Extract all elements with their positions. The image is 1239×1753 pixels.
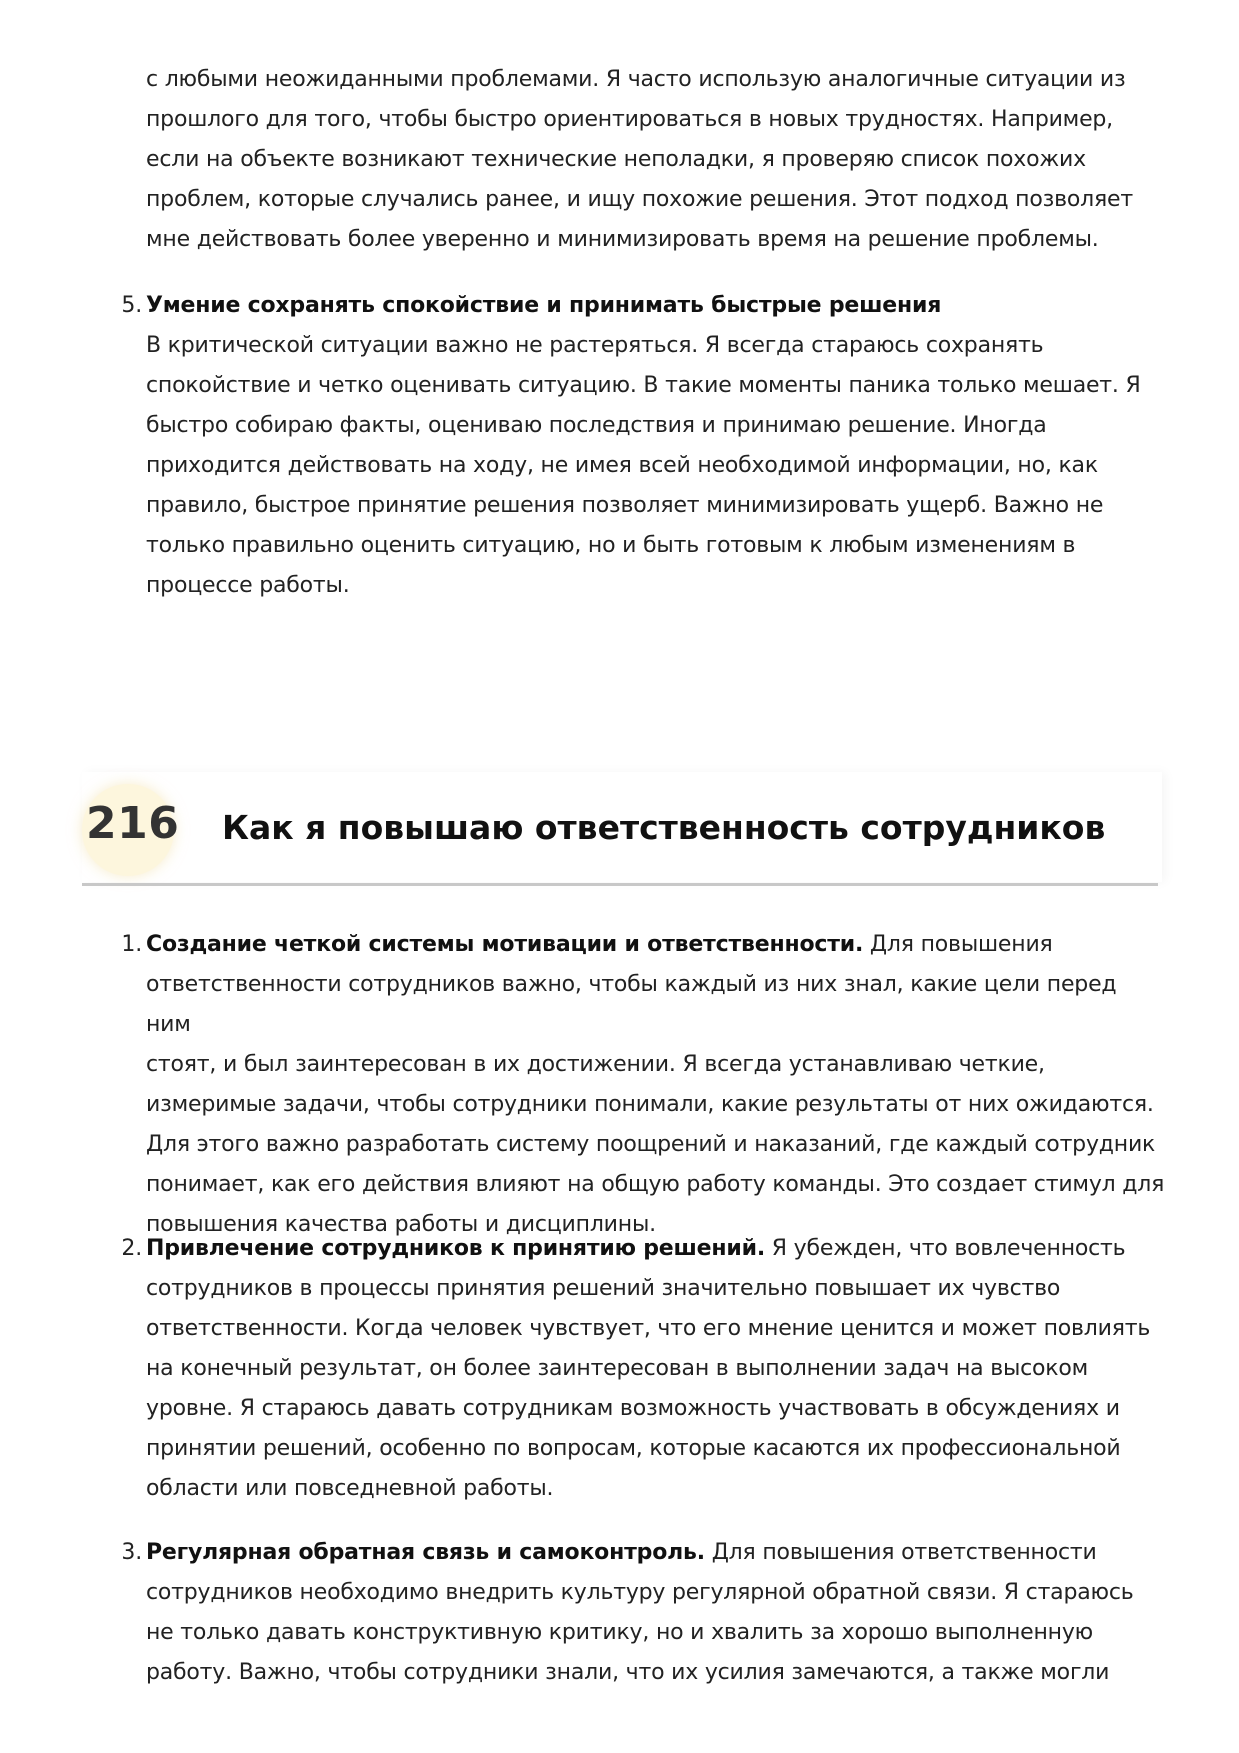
text-line: уровне. Я стараюсь давать сотрудникам возможность участвовать в обсуждениях и xyxy=(146,1396,1120,1421)
text-line: Для этого важно разработать систему поощрений и наказаний, где каждый сотрудник xyxy=(146,1132,1156,1157)
list-item-title: Регулярная обратная связь и самоконтроль. xyxy=(146,1540,705,1565)
list-item-2 xyxy=(121,1229,1166,1509)
text-line: ответственности. Когда человек чувствует, что его мнение ценится и может повлиять xyxy=(146,1316,1151,1341)
text-fragment: Для повышения ответственности xyxy=(704,1540,1097,1565)
list-item-number: 2. xyxy=(121,1236,142,1261)
text-line: проблем, которые случались ранее, и ищу похожие решения. Этот подход позволяет xyxy=(146,187,1133,212)
text-line: принятии решений, особенно по вопросам, которые касаются их профессиональной xyxy=(146,1436,1121,1461)
text-line: мне действовать более уверенно и минимизировать время на решение проблемы. xyxy=(146,227,1099,252)
text-line: работу. Важно, чтобы сотрудники знали, что их усилия замечаются, а также могли xyxy=(146,1660,1110,1685)
text-line: измеримые задачи, чтобы сотрудники понимали, какие результаты от них ожидаются. xyxy=(146,1092,1154,1117)
text-line: понимает, как его действия влияют на общую работу команды. Это создает стимул для xyxy=(146,1172,1165,1197)
section-divider xyxy=(82,883,1158,886)
section-title: Как я повышаю ответственность сотрудников xyxy=(222,808,1106,847)
text-line: области или повседневной работы. xyxy=(146,1476,554,1501)
text-line: правило, быстрое принятие решения позволяет минимизировать ущерб. Важно не xyxy=(146,493,1104,518)
text-line: процессе работы. xyxy=(146,573,350,598)
text-line: быстро собираю факты, оцениваю последствия и принимаю решение. Иногда xyxy=(146,413,1047,438)
text-line: спокойствие и четко оценивать ситуацию. В такие моменты паника только мешает. Я xyxy=(146,373,1141,398)
text-line: только правильно оценить ситуацию, но и быть готовым к любым изменениям в xyxy=(146,533,1076,558)
text-line: повышения качества работы и дисциплины. xyxy=(146,1212,656,1237)
list-item-title: Создание четкой системы мотивации и ответственности. xyxy=(146,932,864,957)
list-item-title: Умение сохранять спокойствие и принимать быстрые решения xyxy=(146,293,942,318)
text-line: прошлого для того, чтобы быстро ориентироваться в новых трудностях. Например, xyxy=(146,107,1113,132)
list-item-title: Привлечение сотрудников к принятию решений. xyxy=(146,1236,765,1261)
text-line: с любыми неожиданными проблемами. Я часто использую аналогичные ситуации из xyxy=(146,67,1126,92)
text-line: сотрудников в процессы принятия решений значительно повышает их чувство xyxy=(146,1276,1061,1301)
text-line: если на объекте возникают технические неполадки, я проверяю список похожих xyxy=(146,147,1086,172)
list-item-3 xyxy=(121,1533,1166,1693)
text-fragment: Для повышения xyxy=(863,932,1053,957)
text-line: не только давать конструктивную критику, но и хвалить за хорошо выполненную xyxy=(146,1620,1093,1645)
text-fragment: Я убежден, что вовлеченность xyxy=(765,1236,1126,1261)
text-line: ответственности сотрудников важно, чтобы каждый из них знал, какие цели перед ним xyxy=(146,972,1117,1037)
list-item-number: 1. xyxy=(121,932,142,957)
list-item-5 xyxy=(121,286,1166,606)
list-item-number: 3. xyxy=(121,1540,142,1565)
text-line: сотрудников необходимо внедрить культуру регулярной обратной связи. Я стараюсь xyxy=(146,1580,1134,1605)
list-item-number: 5. xyxy=(121,293,142,318)
text-line: В критической ситуации важно не растеряться. Я всегда стараюсь сохранять xyxy=(146,333,1044,358)
section-header xyxy=(82,772,1162,886)
section-number: 216 xyxy=(86,798,180,849)
text-line: приходится действовать на ходу, не имея всей необходимой информации, но, как xyxy=(146,453,1098,478)
text-line: на конечный результат, он более заинтересован в выполнении задач на высоком xyxy=(146,1356,1089,1381)
continued-paragraph xyxy=(146,60,1166,260)
list-item-1 xyxy=(121,925,1166,1245)
text-line: стоят, и был заинтересован в их достижении. Я всегда устанавливаю четкие, xyxy=(146,1052,1045,1077)
